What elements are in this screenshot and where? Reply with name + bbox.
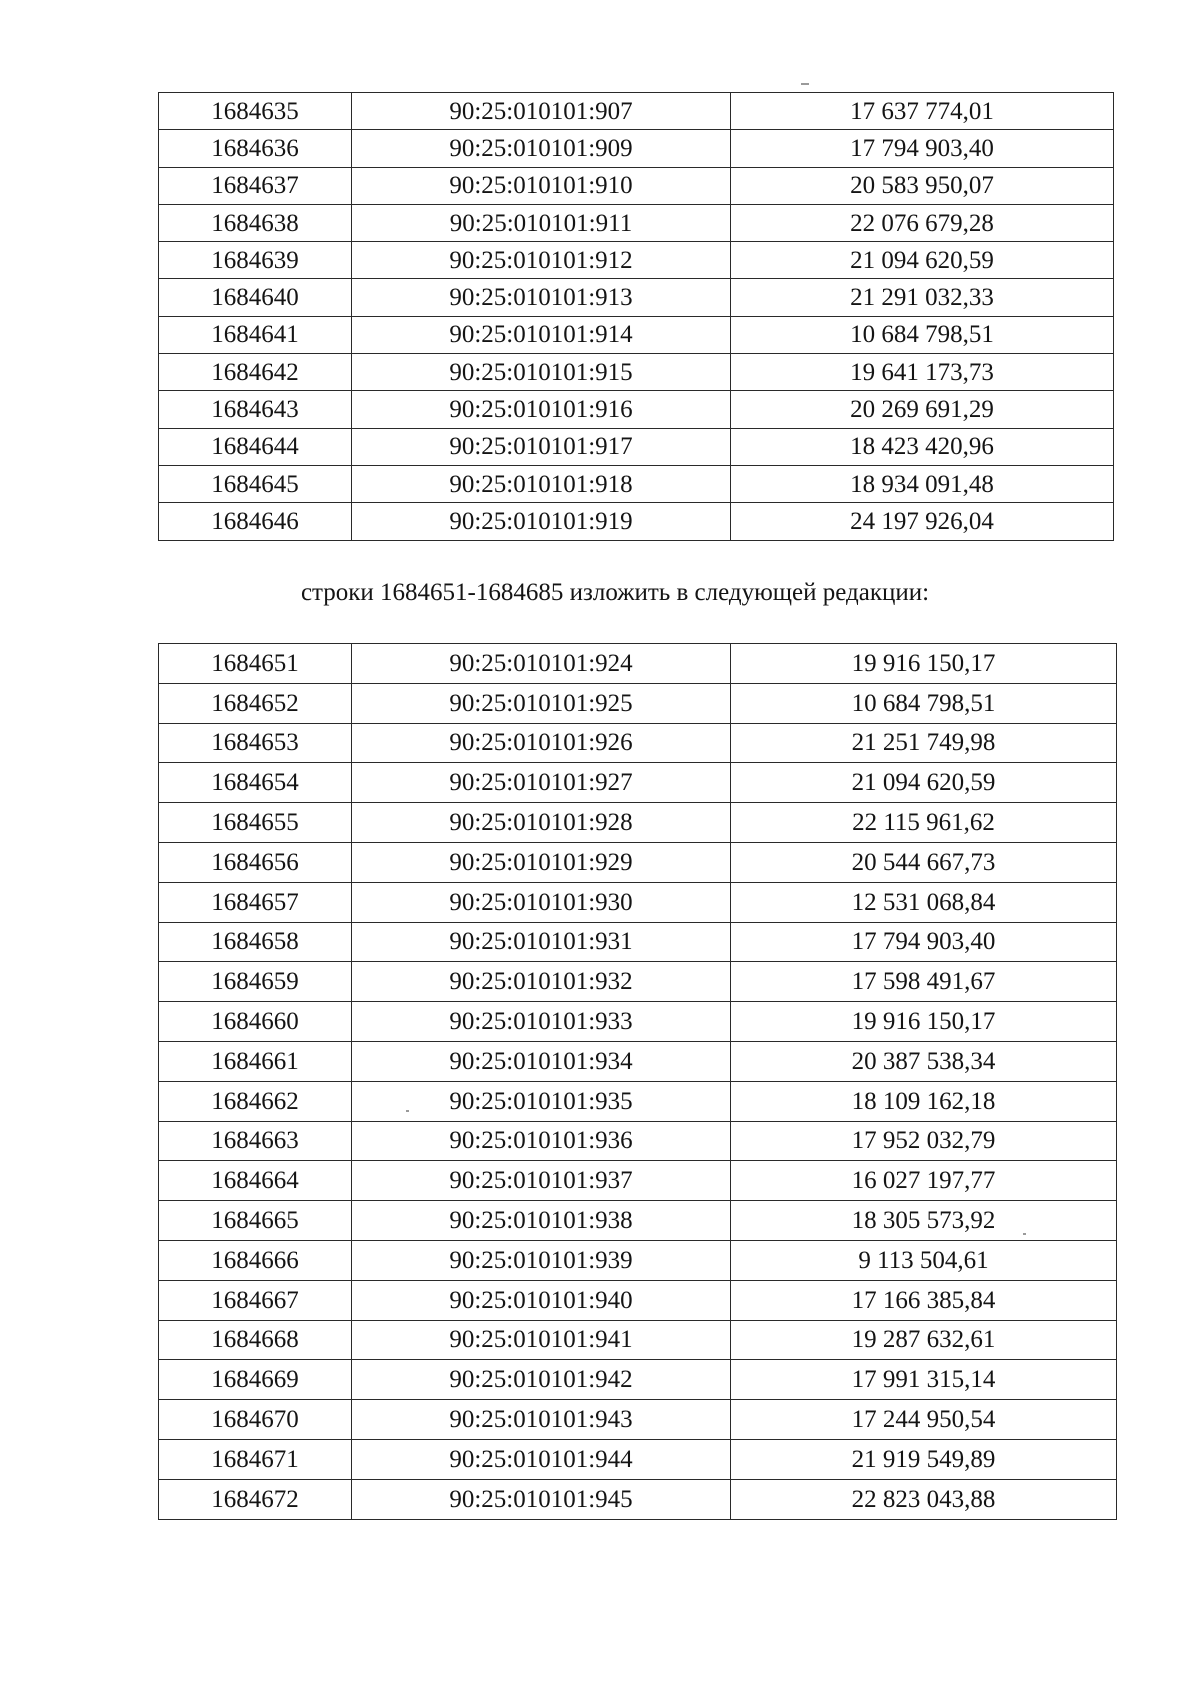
cadastral-value-cell: 24 197 926,04 — [731, 503, 1114, 540]
cadastral-number-cell: 90:25:010101:916 — [352, 391, 731, 428]
cadastral-number-cell: 90:25:010101:925 — [352, 683, 731, 723]
cadastral-number-cell: 90:25:010101:934 — [352, 1041, 731, 1081]
cadastral-number-cell: 90:25:010101:926 — [352, 723, 731, 763]
cadastral-value-cell: 17 244 950,54 — [731, 1400, 1117, 1440]
cadastral-number-cell: 90:25:010101:914 — [352, 316, 731, 353]
table-row — [159, 503, 1114, 540]
table-row — [159, 842, 1117, 882]
row-number-cell: 1684670 — [159, 1400, 352, 1440]
table-row — [159, 1081, 1117, 1121]
cadastral-value-cell: 19 641 173,73 — [731, 354, 1114, 391]
table-row — [159, 1161, 1117, 1201]
row-number-cell: 1684656 — [159, 842, 352, 882]
cadastral-number-cell: 90:25:010101:945 — [352, 1479, 731, 1519]
row-number-cell: 1684659 — [159, 962, 352, 1002]
cadastral-value-cell: 18 109 162,18 — [731, 1081, 1117, 1121]
cadastral-number-cell: 90:25:010101:939 — [352, 1240, 731, 1280]
row-number-cell: 1684654 — [159, 763, 352, 803]
cadastral-number-cell: 90:25:010101:940 — [352, 1280, 731, 1320]
cadastral-value-cell: 17 991 315,14 — [731, 1360, 1117, 1400]
cadastral-value-cell: 17 598 491,67 — [731, 962, 1117, 1002]
table-row — [159, 354, 1114, 391]
cadastral-value-cell: 22 076 679,28 — [731, 204, 1114, 241]
cadastral-number-cell: 90:25:010101:912 — [352, 242, 731, 279]
cadastral-value-cell: 16 027 197,77 — [731, 1161, 1117, 1201]
cadastral-value-cell: 10 684 798,51 — [731, 683, 1117, 723]
table-row — [159, 962, 1117, 1002]
table-row — [159, 1360, 1117, 1400]
table-row — [159, 130, 1114, 167]
row-number-cell: 1684671 — [159, 1439, 352, 1479]
cadastral-number-cell: 90:25:010101:910 — [352, 167, 731, 204]
row-number-cell: 1684666 — [159, 1240, 352, 1280]
scan-speck — [1023, 1233, 1026, 1235]
cadastral-value-cell: 19 287 632,61 — [731, 1320, 1117, 1360]
row-number-cell: 1684667 — [159, 1280, 352, 1320]
table-row — [159, 316, 1114, 353]
row-number-cell: 1684639 — [159, 242, 352, 279]
cadastral-number-cell: 90:25:010101:943 — [352, 1400, 731, 1440]
table-row — [159, 1002, 1117, 1042]
table-row — [159, 1201, 1117, 1241]
cadastral-number-cell: 90:25:010101:941 — [352, 1320, 731, 1360]
cadastral-value-cell: 22 823 043,88 — [731, 1479, 1117, 1519]
cadastral-value-cell: 22 115 961,62 — [731, 803, 1117, 843]
row-number-cell: 1684663 — [159, 1121, 352, 1161]
cadastral-number-cell: 90:25:010101:924 — [352, 644, 731, 684]
row-number-cell: 1684652 — [159, 683, 352, 723]
cadastral-value-cell: 9 113 504,61 — [731, 1240, 1117, 1280]
cadastral-value-cell: 18 423 420,96 — [731, 428, 1114, 465]
table-row — [159, 882, 1117, 922]
cadastral-value-cell: 21 094 620,59 — [731, 763, 1117, 803]
cadastral-value-cell: 20 544 667,73 — [731, 842, 1117, 882]
row-number-cell: 1684665 — [159, 1201, 352, 1241]
row-number-cell: 1684641 — [159, 316, 352, 353]
table-row — [159, 1479, 1117, 1519]
table-row — [159, 723, 1117, 763]
cadastral-number-cell: 90:25:010101:929 — [352, 842, 731, 882]
cadastral-value-table-amended — [158, 643, 1117, 1520]
cadastral-number-cell: 90:25:010101:915 — [352, 354, 731, 391]
row-number-cell: 1684635 — [159, 93, 352, 130]
cadastral-value-cell: 21 094 620,59 — [731, 242, 1114, 279]
table-row — [159, 242, 1114, 279]
cadastral-number-cell: 90:25:010101:932 — [352, 962, 731, 1002]
cadastral-value-cell: 21 919 549,89 — [731, 1439, 1117, 1479]
cadastral-number-cell: 90:25:010101:927 — [352, 763, 731, 803]
cadastral-number-cell: 90:25:010101:936 — [352, 1121, 731, 1161]
table-row — [159, 93, 1114, 130]
amendment-instruction: строки 1684651-1684685 изложить в следующей редакции: — [300, 579, 930, 606]
table-row — [159, 465, 1114, 502]
row-number-cell: 1684653 — [159, 723, 352, 763]
cadastral-value-cell: 19 916 150,17 — [731, 644, 1117, 684]
table-row — [159, 204, 1114, 241]
row-number-cell: 1684651 — [159, 644, 352, 684]
cadastral-number-cell: 90:25:010101:930 — [352, 882, 731, 922]
cadastral-value-cell: 17 637 774,01 — [731, 93, 1114, 130]
cadastral-number-cell: 90:25:010101:944 — [352, 1439, 731, 1479]
cadastral-number-cell: 90:25:010101:928 — [352, 803, 731, 843]
cadastral-value-cell: 17 794 903,40 — [731, 130, 1114, 167]
table-row — [159, 803, 1117, 843]
cadastral-number-cell: 90:25:010101:937 — [352, 1161, 731, 1201]
row-number-cell: 1684657 — [159, 882, 352, 922]
row-number-cell: 1684644 — [159, 428, 352, 465]
cadastral-number-cell: 90:25:010101:909 — [352, 130, 731, 167]
table-row — [159, 1240, 1117, 1280]
table-row — [159, 1400, 1117, 1440]
row-number-cell: 1684638 — [159, 204, 352, 241]
table-row — [159, 428, 1114, 465]
cadastral-number-cell: 90:25:010101:931 — [352, 922, 731, 962]
cadastral-number-cell: 90:25:010101:935 — [352, 1081, 731, 1121]
row-number-cell: 1684642 — [159, 354, 352, 391]
cadastral-value-cell: 20 269 691,29 — [731, 391, 1114, 428]
cadastral-value-cell: 19 916 150,17 — [731, 1002, 1117, 1042]
cadastral-number-cell: 90:25:010101:918 — [352, 465, 731, 502]
cadastral-value-cell: 20 583 950,07 — [731, 167, 1114, 204]
table-row — [159, 644, 1117, 684]
cadastral-number-cell: 90:25:010101:933 — [352, 1002, 731, 1042]
cadastral-value-cell: 17 794 903,40 — [731, 922, 1117, 962]
row-number-cell: 1684661 — [159, 1041, 352, 1081]
cadastral-number-cell: 90:25:010101:942 — [352, 1360, 731, 1400]
row-number-cell: 1684646 — [159, 503, 352, 540]
table-body — [159, 644, 1117, 1520]
row-number-cell: 1684643 — [159, 391, 352, 428]
row-number-cell: 1684668 — [159, 1320, 352, 1360]
scan-speck — [406, 1110, 409, 1112]
row-number-cell: 1684662 — [159, 1081, 352, 1121]
scan-speck — [801, 83, 809, 85]
table-row — [159, 763, 1117, 803]
row-number-cell: 1684645 — [159, 465, 352, 502]
table-row — [159, 1121, 1117, 1161]
table-row — [159, 1320, 1117, 1360]
row-number-cell: 1684636 — [159, 130, 352, 167]
row-number-cell: 1684660 — [159, 1002, 352, 1042]
cadastral-value-cell: 20 387 538,34 — [731, 1041, 1117, 1081]
row-number-cell: 1684640 — [159, 279, 352, 316]
table-row — [159, 1439, 1117, 1479]
table-row — [159, 1280, 1117, 1320]
row-number-cell: 1684637 — [159, 167, 352, 204]
table-row — [159, 1041, 1117, 1081]
cadastral-value-cell: 21 291 032,33 — [731, 279, 1114, 316]
table-row — [159, 167, 1114, 204]
table-row — [159, 922, 1117, 962]
cadastral-value-table-top — [158, 92, 1114, 541]
cadastral-value-cell: 18 934 091,48 — [731, 465, 1114, 502]
cadastral-number-cell: 90:25:010101:913 — [352, 279, 731, 316]
row-number-cell: 1684658 — [159, 922, 352, 962]
cadastral-value-cell: 18 305 573,92 — [731, 1201, 1117, 1241]
cadastral-value-cell: 12 531 068,84 — [731, 882, 1117, 922]
table-row — [159, 279, 1114, 316]
cadastral-value-cell: 17 952 032,79 — [731, 1121, 1117, 1161]
table-row — [159, 683, 1117, 723]
row-number-cell: 1684655 — [159, 803, 352, 843]
table-body — [159, 93, 1114, 541]
cadastral-value-cell: 10 684 798,51 — [731, 316, 1114, 353]
cadastral-number-cell: 90:25:010101:917 — [352, 428, 731, 465]
cadastral-value-cell: 17 166 385,84 — [731, 1280, 1117, 1320]
cadastral-number-cell: 90:25:010101:907 — [352, 93, 731, 130]
row-number-cell: 1684672 — [159, 1479, 352, 1519]
cadastral-number-cell: 90:25:010101:911 — [352, 204, 731, 241]
cadastral-number-cell: 90:25:010101:919 — [352, 503, 731, 540]
table-row — [159, 391, 1114, 428]
row-number-cell: 1684669 — [159, 1360, 352, 1400]
cadastral-value-cell: 21 251 749,98 — [731, 723, 1117, 763]
cadastral-number-cell: 90:25:010101:938 — [352, 1201, 731, 1241]
row-number-cell: 1684664 — [159, 1161, 352, 1201]
